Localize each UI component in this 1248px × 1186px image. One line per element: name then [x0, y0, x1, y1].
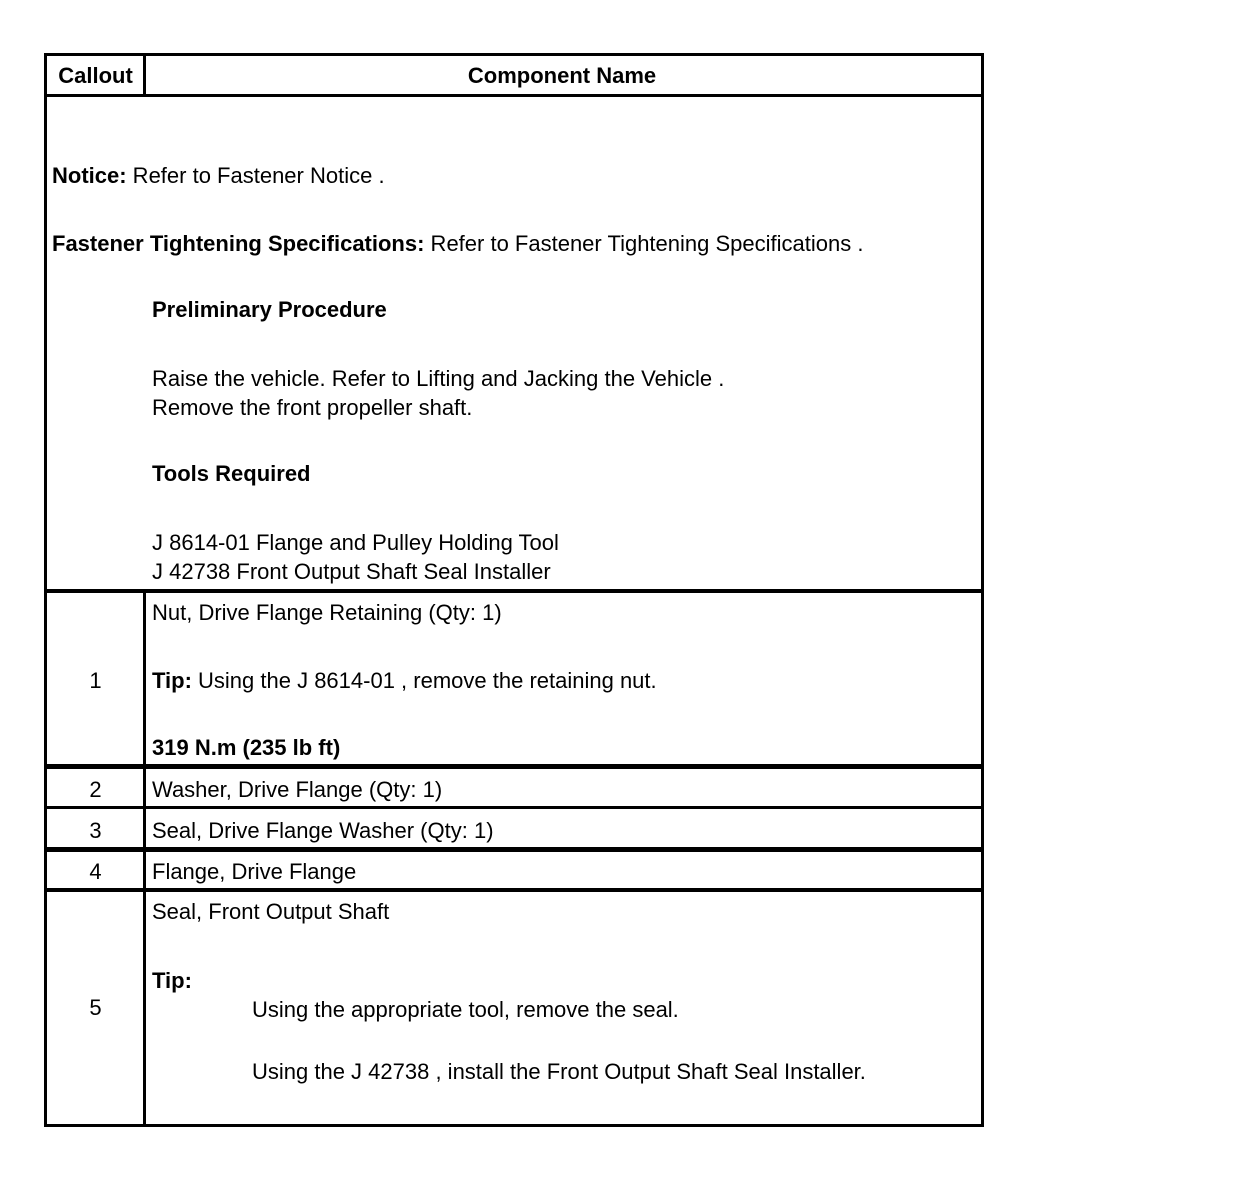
preliminary-title: Preliminary Procedure	[152, 297, 387, 322]
row-2-name: Washer, Drive Flange (Qty: 1)	[152, 777, 443, 802]
tip-label: Tip:	[152, 668, 192, 693]
callout-2: 2	[89, 777, 102, 802]
fastener-spec	[52, 231, 863, 257]
row-4-name: Flange, Drive Flange	[152, 859, 357, 884]
row-3-name: Seal, Drive Flange Washer (Qty: 1)	[152, 818, 494, 843]
preliminary-step: Raise the vehicle. Refer to Lifting and Jacking the Vehicle .	[152, 366, 725, 391]
row-1-tip	[152, 668, 657, 694]
row-5-tip-line: Using the J 42738 , install the Front Output Shaft Seal Installer.	[252, 1059, 866, 1084]
row-divider	[44, 847, 984, 852]
row-divider	[44, 806, 984, 809]
fastener-text: Refer to Fastener Tightening Specifications .	[424, 231, 864, 256]
row-5-name: Seal, Front Output Shaft	[152, 899, 390, 924]
tip-text: Using the J 8614-01 , remove the retaining nut.	[191, 668, 657, 693]
callout-4: 4	[89, 859, 102, 884]
notice-label: Notice:	[52, 163, 127, 188]
row-1-name: Nut, Drive Flange Retaining (Qty: 1)	[152, 600, 502, 625]
row-5-tip-line: Using the appropriate tool, remove the seal.	[252, 997, 679, 1022]
row-5-tip-label: Tip:	[152, 968, 192, 993]
component-table	[44, 53, 984, 1127]
preliminary-step: Remove the front propeller shaft.	[152, 395, 473, 420]
header-component-name: Component Name	[467, 63, 657, 88]
row-divider	[44, 764, 984, 769]
callout-1: 1	[89, 668, 102, 693]
row-divider	[44, 888, 984, 892]
tools-title: Tools Required	[152, 461, 311, 486]
notice-text: Refer to Fastener Notice .	[126, 163, 385, 188]
callout-3: 3	[89, 818, 102, 843]
notice	[52, 163, 385, 189]
tool-item: J 8614-01 Flange and Pulley Holding Tool	[152, 530, 559, 555]
row-divider	[44, 589, 984, 593]
tool-item: J 42738 Front Output Shaft Seal Installer	[152, 559, 551, 584]
callout-5: 5	[89, 995, 102, 1020]
fastener-label: Fastener Tightening Specifications:	[52, 231, 425, 256]
row-1-torque: 319 N.m (235 lb ft)	[152, 735, 341, 760]
header-divider	[44, 94, 984, 97]
header-callout: Callout	[58, 63, 133, 88]
